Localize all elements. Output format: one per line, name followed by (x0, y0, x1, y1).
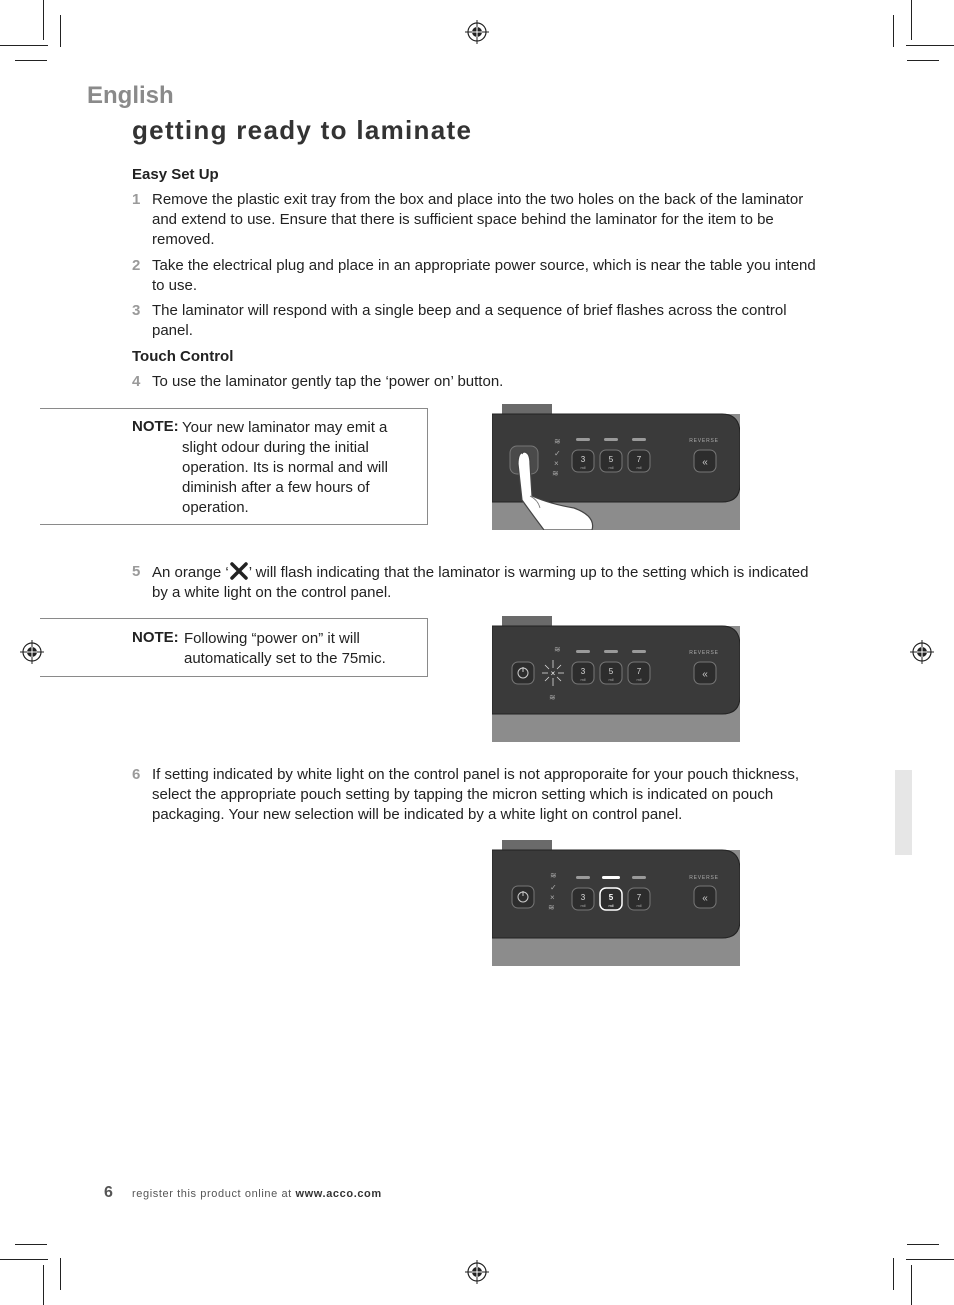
svg-text:5: 5 (608, 893, 614, 902)
svg-text:≋: ≋ (550, 871, 557, 880)
svg-text:7: 7 (636, 893, 642, 902)
svg-text:mil: mil (636, 465, 642, 470)
svg-text:5: 5 (608, 667, 614, 676)
step-text: If setting indicated by white light on the control panel is not approporaite for your pouch thickness, select the appropriate pouch setting by tapping the micron setting which is indicated on pouch packaging. Your new selection will be indicated by a white light on control panel. (152, 766, 800, 823)
svg-text:mil: mil (580, 677, 586, 682)
crop-mark (43, 0, 44, 40)
svg-text:mil: mil (608, 903, 614, 908)
warming-cross-icon (229, 562, 249, 580)
registration-target-icon (465, 20, 489, 44)
svg-text:mil: mil (636, 677, 642, 682)
button-5-label: 5 (608, 455, 614, 464)
registration-target-icon (910, 640, 934, 664)
page-title: getting ready to laminate (132, 115, 473, 145)
svg-text:✓: ✓ (554, 449, 561, 458)
note-text: Following “power on” it will automatically set to the 75mic. (184, 630, 386, 667)
crop-mark (43, 1265, 44, 1305)
step-text: Take the electrical plug and place in an appropriate power source, which is near the table you intend to use. (152, 257, 816, 294)
step-text: Remove the plastic exit tray from the box and place into the two holes on the back of the laminator and extend to use. Ensure that there is sufficient space behind the laminator for the item to be removed. (152, 191, 804, 248)
svg-text:mil: mil (608, 677, 614, 682)
step-item (132, 372, 822, 392)
svg-text:mil: mil (608, 465, 614, 470)
step-number: 5 (132, 563, 141, 580)
note-text: Your new laminator may emit a slight odour during the initial operation. Its is normal and will diminish after a few hours of operation. (182, 419, 388, 516)
step-text: An orange ‘ (152, 564, 229, 581)
crop-mark (906, 45, 954, 46)
registration-target-icon (465, 1260, 489, 1284)
step-number: 6 (132, 766, 141, 783)
svg-text:✓: ✓ (550, 883, 557, 892)
svg-text:«: « (702, 457, 708, 468)
note-box (40, 408, 428, 525)
svg-text:≋: ≋ (554, 645, 561, 654)
svg-text:3: 3 (580, 667, 586, 676)
page-number: 6 (104, 1184, 113, 1201)
crop-mark (893, 15, 894, 47)
step-item (132, 765, 822, 825)
crop-mark (15, 60, 47, 61)
step-number: 1 (132, 191, 141, 208)
svg-text:mil: mil (580, 465, 586, 470)
control-panel-warming-illustration (492, 616, 740, 742)
note-label: NOTE: (132, 418, 179, 435)
crop-mark (0, 1259, 48, 1260)
svg-text:«: « (702, 669, 708, 680)
button-3-label: 3 (580, 455, 586, 464)
svg-text:«: « (702, 893, 708, 904)
crop-mark (906, 1259, 954, 1260)
svg-text:mil: mil (580, 903, 586, 908)
crop-mark (0, 45, 48, 46)
side-language-tab (895, 770, 912, 855)
svg-text:×: × (554, 459, 559, 468)
language-heading: English (87, 82, 174, 109)
reverse-label: REVERSE (689, 438, 719, 444)
svg-text:≋: ≋ (554, 437, 561, 446)
step-text: To use the laminator gently tap the ‘power on’ button. (152, 373, 504, 390)
step-item (132, 256, 822, 296)
step-item (132, 301, 822, 341)
svg-text:≋: ≋ (548, 903, 555, 912)
step-item (132, 562, 822, 603)
section-heading-easy-setup: Easy Set Up (132, 166, 219, 183)
svg-text:REVERSE: REVERSE (689, 875, 719, 881)
step-item (132, 190, 822, 250)
svg-text:3: 3 (580, 893, 586, 902)
control-panel-selection-illustration (492, 840, 740, 966)
crop-mark (911, 1265, 912, 1305)
crop-mark (907, 60, 939, 61)
step-number: 3 (132, 302, 141, 319)
control-panel-power-tap-illustration (492, 404, 740, 530)
svg-text:mil: mil (636, 903, 642, 908)
svg-text:×: × (550, 893, 555, 902)
crop-mark (907, 1244, 939, 1245)
svg-text:×: × (550, 669, 556, 678)
button-7-label: 7 (636, 455, 642, 464)
crop-mark (60, 1258, 61, 1290)
note-label: NOTE: (132, 629, 179, 646)
step-number: 2 (132, 257, 141, 274)
crop-mark (60, 15, 61, 47)
svg-text:REVERSE: REVERSE (689, 650, 719, 656)
step-text: The laminator will respond with a single beep and a sequence of brief flashes across the control panel. (152, 302, 787, 339)
step-number: 4 (132, 373, 141, 390)
footer-register-text: register this product online at www.acco.com (132, 1188, 382, 1200)
crop-mark (15, 1244, 47, 1245)
svg-text:≋: ≋ (549, 693, 556, 702)
note-box (40, 618, 428, 677)
footer-url[interactable]: www.acco.com (295, 1188, 382, 1200)
svg-text:7: 7 (636, 667, 642, 676)
crop-mark (893, 1258, 894, 1290)
svg-text:≋: ≋ (552, 469, 559, 478)
section-heading-touch-control: Touch Control (132, 348, 234, 365)
step-text: ’ will flash indicating that the laminator is warming up to the setting which is indicated by a white light on the control panel. (152, 564, 809, 601)
crop-mark (911, 0, 912, 40)
